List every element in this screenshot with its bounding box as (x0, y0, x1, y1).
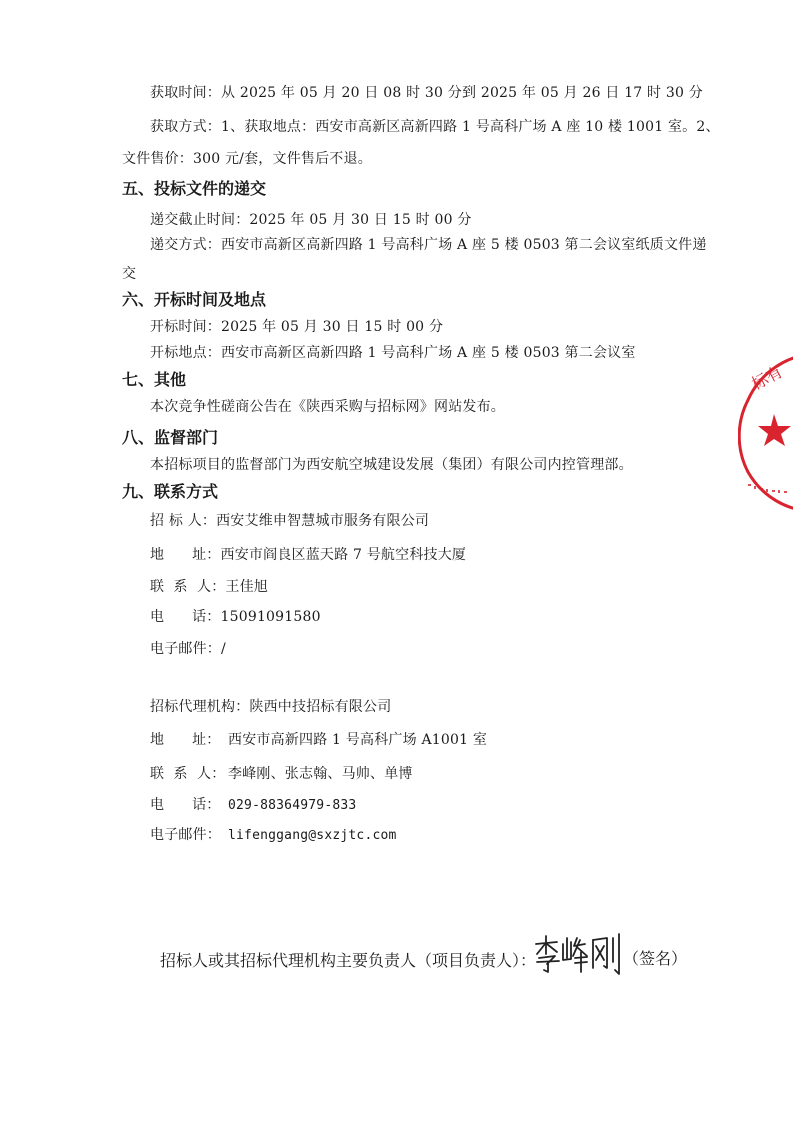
tenderer-phone: 15091091580 (220, 609, 321, 625)
agency-address: 西安市高新四路 1 号高科广场 A1001 室 (228, 732, 488, 748)
section6-heading: 六、开标时间及地点 (122, 290, 267, 309)
signature-suffix: （签名） (623, 949, 688, 968)
tenderer-name-label: 招 标 人： (150, 513, 217, 529)
tenderer-contact-row (150, 578, 268, 596)
seal-text: 标有 (748, 361, 786, 394)
tenderer-email-row (150, 640, 226, 658)
section5-heading: 五、投标文件的递交 (122, 179, 267, 198)
submission-method-line1: 递交方式：西安市高新区高新四路 1 号高科广场 A 座 5 楼 0503 第二会议室纸质文件递 (150, 237, 707, 253)
section7-text: 本次竞争性磋商公告在《陕西采购与招标网》网站发布。 (150, 399, 505, 415)
agency-phone: 029-88364979-833 (228, 798, 357, 813)
agency-email-label: 电子邮件： (150, 827, 221, 843)
agency-address-label: 地 址： (150, 732, 221, 748)
agency-contact-row (150, 765, 413, 783)
section8-text: 本招标项目的监督部门为西安航空城建设发展（集团）有限公司内控管理部。 (150, 457, 633, 473)
section7-heading: 七、其他 (122, 370, 187, 389)
acquisition-method-line2: 文件售价：300 元/套，文件售后不退。 (122, 151, 372, 167)
bid-opening-time: 开标时间：2025 年 05 月 30 日 15 时 00 分 (150, 319, 444, 335)
tenderer-phone-label: 电 话： (150, 609, 221, 625)
agency-name-label: 招标代理机构： (150, 699, 250, 715)
agency-address-row (150, 731, 487, 749)
agency-email-row (150, 826, 397, 845)
signature-label: 招标人或其招标代理机构主要负责人（项目负责人）： (160, 951, 537, 970)
submission-method-line2: 交 (122, 266, 137, 282)
agency-contact: 李峰刚、张志翰、马帅、单博 (228, 766, 413, 782)
tenderer-address-row (150, 546, 466, 564)
bid-opening-place: 开标地点：西安市高新区高新四路 1 号高科广场 A 座 5 楼 0503 第二会议室 (150, 345, 636, 361)
tenderer-contact-label: 联 系 人： (150, 579, 226, 595)
acquisition-time: 获取时间：从 2025 年 05 月 20 日 08 时 30 分到 2025 年 05 月 26 日 17 时 30 分 (150, 85, 703, 101)
tenderer-contact: 王佳旭 (225, 579, 269, 595)
acquisition-method-line1: 获取方式：1、获取地点：西安市高新区高新四路 1 号高科广场 A 座 10 楼 1001 室。2、 (150, 119, 720, 135)
tenderer-email-label: 电子邮件： (150, 641, 221, 657)
tenderer-address: 西安市阎良区蓝天路 7 号航空科技大厦 (220, 547, 467, 563)
agency-email: lifenggang@sxzjtc.com (228, 828, 397, 843)
submission-deadline: 递交截止时间：2025 年 05 月 30 日 15 时 00 分 (150, 212, 472, 228)
tenderer-name-row (150, 512, 429, 530)
agency-contact-label: 联 系 人： (150, 766, 226, 782)
section9-heading: 九、联系方式 (122, 482, 219, 501)
handwritten-signature (533, 932, 623, 976)
agency-name-row (150, 698, 391, 716)
agency-phone-row (150, 796, 356, 815)
tenderer-name: 西安艾维申智慧城市服务有限公司 (216, 513, 430, 529)
agency-name: 陕西中技招标有限公司 (249, 699, 392, 715)
agency-phone-label: 电 话： (150, 797, 221, 813)
tenderer-phone-row (150, 608, 321, 626)
tenderer-address-label: 地 址： (150, 547, 221, 563)
company-seal (738, 352, 793, 514)
tenderer-email: / (221, 641, 226, 657)
section8-heading: 八、监督部门 (122, 428, 219, 447)
